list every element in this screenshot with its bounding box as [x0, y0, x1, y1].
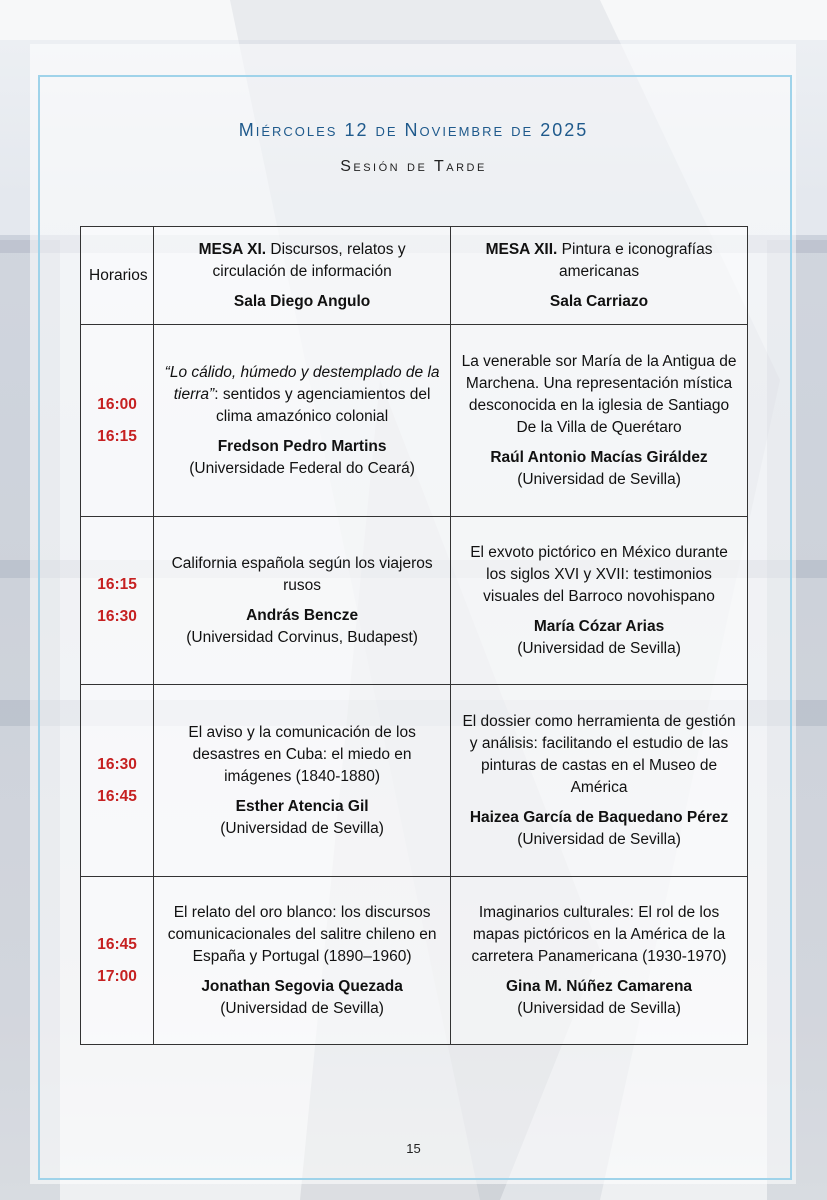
header-mesa-xii	[451, 227, 748, 325]
time-start: 16:15	[97, 575, 137, 593]
paper-cell	[154, 685, 451, 877]
paper-author: Haizea García de Baquedano Pérez	[469, 808, 729, 826]
paper-author: María Cózar Arias	[533, 617, 665, 635]
paper-cell	[451, 685, 748, 877]
header-mesa-xi	[154, 227, 451, 325]
paper-affiliation: (Universidad de Sevilla)	[517, 470, 681, 488]
mesa-xii-room: Sala Carriazo	[549, 292, 649, 310]
program-table	[80, 226, 748, 1045]
paper-affiliation: (Universidad de Sevilla)	[517, 830, 681, 848]
paper-title: El exvoto pictórico en México durante los siglos XVI y XVII: testimonios visuales del Barroco novohispano	[470, 543, 728, 605]
mesa-xi-title: Discursos, relatos y circulación de información	[212, 240, 406, 280]
table-row	[81, 685, 748, 877]
paper-title: Imaginarios culturales: El rol de los mapas pictóricos en la América de la carretera Panamericana (1930-1970)	[471, 903, 727, 965]
time-end: 16:45	[97, 787, 137, 805]
paper-affiliation: (Universidad de Sevilla)	[517, 639, 681, 657]
paper-author: András Bencze	[246, 606, 359, 624]
time-cell	[81, 517, 154, 685]
table-row	[81, 877, 748, 1045]
header-horarios: Horarios	[81, 227, 154, 325]
time-end: 16:15	[97, 427, 137, 445]
paper-title: El aviso y la comunicación de los desastres en Cuba: el miedo en imágenes (1840-1880)	[188, 723, 416, 785]
time-cell	[81, 877, 154, 1045]
table-header-row	[81, 227, 748, 325]
page-number: 15	[406, 1141, 421, 1156]
session-date: Miércoles 12 de Noviembre de 2025	[238, 120, 589, 140]
paper-author: Raúl Antonio Macías Giráldez	[490, 448, 708, 466]
time-end: 17:00	[97, 967, 137, 985]
paper-affiliation: (Universidad de Sevilla)	[517, 999, 681, 1017]
paper-author: Esther Atencia Gil	[235, 797, 369, 815]
time-cell	[81, 685, 154, 877]
paper-cell	[451, 517, 748, 685]
mesa-xii-title: Pintura e iconografías americanas	[558, 240, 713, 280]
paper-affiliation: (Universidad Corvinus, Budapest)	[186, 628, 418, 646]
time-start: 16:45	[97, 935, 137, 953]
paper-cell	[154, 325, 451, 517]
paper-title: California española según los viajeros rusos	[171, 554, 433, 594]
time-start: 16:30	[97, 755, 137, 773]
paper-title: El dossier como herramienta de gestión y análisis: facilitando el estudio de las pinturas de castas en el Museo de América	[462, 712, 736, 796]
paper-cell	[451, 325, 748, 517]
paper-affiliation: (Universidad de Sevilla)	[220, 999, 384, 1017]
paper-title: El relato del oro blanco: los discursos comunicacionales del salitre chileno en España y Portugal (1890–1960)	[167, 903, 437, 965]
paper-author: Gina M. Núñez Camarena	[506, 977, 693, 995]
paper-affiliation: (Universidad de Sevilla)	[220, 819, 384, 837]
paper-author: Fredson Pedro Martins	[217, 437, 387, 455]
paper-author: Jonathan Segovia Quezada	[201, 977, 403, 995]
paper-title: La venerable sor María de la Antigua de Marchena. Una representación mística desconocida en la iglesia de Santiago De la Villa de Querétaro	[461, 352, 737, 436]
paper-title: : sentidos y agenciamientos del clima amazónico colonial	[214, 385, 431, 425]
mesa-xi-room: Sala Diego Angulo	[233, 292, 371, 310]
session-title: Sesión de Tarde	[340, 158, 487, 175]
paper-cell	[154, 877, 451, 1045]
time-start: 16:00	[97, 395, 137, 413]
paper-cell	[451, 877, 748, 1045]
paper-cell	[154, 517, 451, 685]
table-row	[81, 517, 748, 685]
paper-affiliation: (Universidade Federal do Ceará)	[189, 459, 415, 477]
table-row	[81, 325, 748, 517]
paper-title-italic: “Lo cálido, húmedo y destemplado de la tierra”	[164, 363, 440, 403]
mesa-xii-code: MESA XII.	[485, 240, 558, 258]
mesa-xi-code: MESA XI.	[198, 240, 267, 258]
time-cell	[81, 325, 154, 517]
time-end: 16:30	[97, 607, 137, 625]
